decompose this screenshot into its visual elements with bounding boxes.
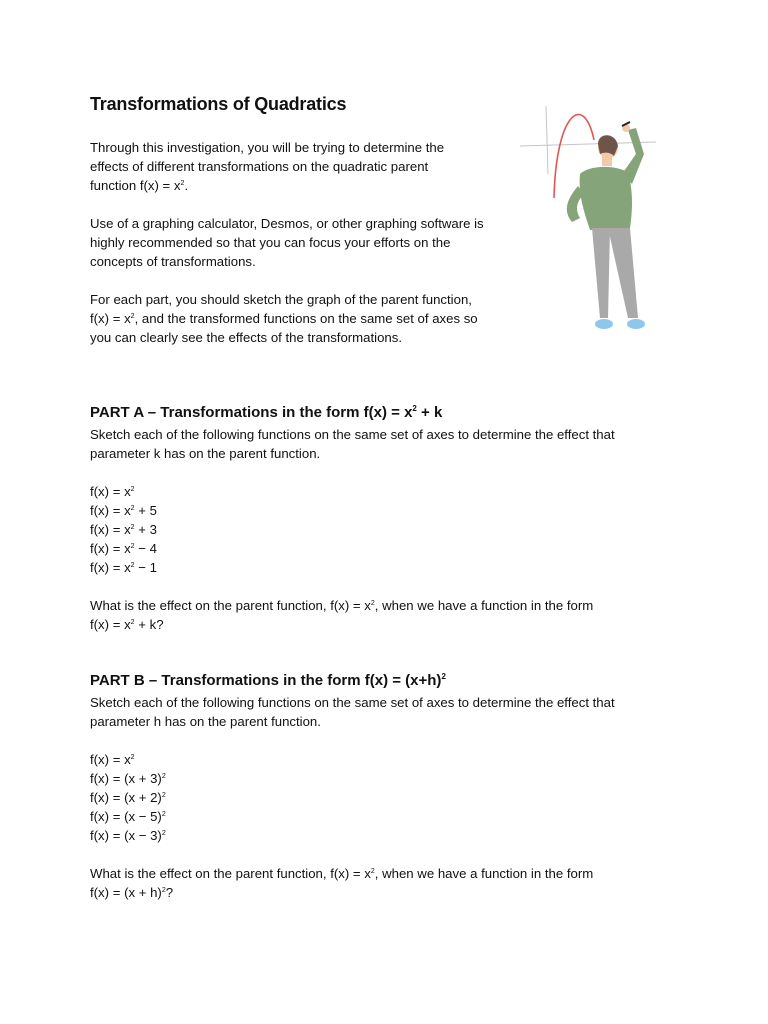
text-line-text: parameter k has on the parent function. [90, 446, 321, 461]
part-a-function-list [90, 482, 690, 577]
function-item [90, 769, 690, 788]
text-line [90, 290, 510, 309]
function-item [90, 482, 690, 501]
text-line [90, 864, 690, 883]
function-item-text: + 3 [134, 522, 157, 537]
part-a-heading [90, 403, 690, 423]
exponent: 2 [412, 404, 417, 413]
exponent: 2 [370, 600, 375, 607]
exponent: 2 [441, 672, 446, 681]
person-hair [598, 135, 618, 156]
part-a-heading-text: + k [416, 404, 443, 421]
text-line-text: For each part, you should sketch the graph of the parent function, [90, 292, 472, 307]
function-item-text: − 1 [134, 560, 157, 575]
intro-paragraph [90, 138, 510, 195]
text-line-text: , when we have a function in the form [374, 598, 594, 613]
text-line [90, 252, 510, 271]
exponent: 2 [180, 180, 185, 187]
function-item [90, 826, 690, 845]
text-line [90, 693, 690, 712]
person-right-shoe [627, 319, 645, 329]
text-line-text: f(x) = x [90, 617, 131, 632]
function-item [90, 750, 690, 769]
intro-paragraph [90, 214, 510, 271]
text-line [90, 309, 510, 328]
exponent: 2 [130, 505, 135, 512]
person-left-shoe [595, 319, 613, 329]
part-a-section [90, 403, 690, 634]
text-line-text: ? [165, 885, 174, 900]
text-line-text: f(x) = (x + h) [90, 885, 162, 900]
text-line-text: , when we have a function in the form [374, 866, 594, 881]
text-line-text: Through this investigation, you will be trying to determine the [90, 140, 445, 155]
function-item-text: f(x) = (x + 2) [90, 790, 162, 805]
function-item-text: f(x) = (x − 3) [90, 828, 162, 843]
part-a-heading-text: PART A – Transformations in the form f(x) = x [90, 404, 413, 421]
part-b-function-list [90, 750, 690, 845]
part-b-instructions [90, 693, 690, 731]
exponent: 2 [161, 887, 166, 894]
exponent: 2 [130, 543, 135, 550]
text-line [90, 328, 510, 347]
person-left-leg [592, 228, 610, 318]
text-line-text: you can clearly see the effects of the transformations. [90, 330, 403, 345]
part-b-heading-text: PART B – Transformations in the form f(x) = (x+h) [90, 672, 442, 689]
text-line-text: Sketch each of the following functions on the same set of axes to determine the effect that [90, 695, 615, 710]
text-line-text: function f(x) = x [90, 178, 181, 193]
text-line [90, 233, 510, 252]
function-item-text: f(x) = (x − 5) [90, 809, 162, 824]
exponent: 2 [161, 773, 166, 780]
text-line-text: highly recommended so that you can focus your efforts on the [90, 235, 451, 250]
text-line [90, 214, 510, 233]
text-line-text: effects of different transformations on the quadratic parent [90, 159, 429, 174]
text-line-text: What is the effect on the parent function, f(x) = x [90, 598, 371, 613]
function-item [90, 788, 690, 807]
exponent: 2 [161, 792, 166, 799]
text-line-text: Sketch each of the following functions on the same set of axes to determine the effect that [90, 427, 615, 442]
exponent: 2 [130, 754, 135, 761]
text-line-text: Use of a graphing calculator, Desmos, or other graphing software is [90, 216, 484, 231]
function-item-text: f(x) = x [90, 752, 131, 767]
text-line [90, 157, 510, 176]
text-line-text: , and the transformed functions on the same set of axes so [134, 311, 478, 326]
person-right-leg [608, 228, 638, 318]
function-item-text: f(x) = x [90, 541, 131, 556]
function-item [90, 807, 690, 826]
function-item [90, 539, 690, 558]
exponent: 2 [130, 524, 135, 531]
exponent: 2 [161, 830, 166, 837]
part-a-instructions [90, 425, 690, 463]
part-b-section [90, 671, 690, 902]
function-item-text: − 4 [134, 541, 157, 556]
text-line-text: + k? [134, 617, 164, 632]
text-line [90, 712, 690, 731]
text-line [90, 444, 690, 463]
function-item-text: f(x) = x [90, 560, 131, 575]
exponent: 2 [161, 811, 166, 818]
text-line [90, 615, 690, 634]
function-item-text: f(x) = x [90, 484, 131, 499]
text-line [90, 425, 690, 444]
text-line-text: f(x) = x [90, 311, 131, 326]
text-line [90, 138, 510, 157]
function-item-text: f(x) = x [90, 503, 131, 518]
function-item [90, 501, 690, 520]
part-b-heading [90, 671, 690, 691]
part-b-question [90, 864, 690, 902]
text-line [90, 596, 690, 615]
function-item-text: + 5 [134, 503, 157, 518]
function-item [90, 558, 690, 577]
person-torso [580, 167, 632, 230]
page-title: Transformations of Quadratics [90, 94, 347, 114]
graph-y-axis [546, 106, 548, 174]
exponent: 2 [130, 619, 135, 626]
person-right-arm [622, 128, 644, 184]
function-item-text: f(x) = (x + 3) [90, 771, 162, 786]
intro-paragraph [90, 290, 510, 347]
text-line [90, 883, 690, 902]
text-line-text: What is the effect on the parent function, f(x) = x [90, 866, 371, 881]
text-line-text: concepts of transformations. [90, 254, 256, 269]
exponent: 2 [130, 486, 135, 493]
text-line [90, 176, 510, 195]
text-line-text: . [184, 178, 189, 193]
person-drawing-parabola-icon [518, 102, 680, 354]
exponent: 2 [130, 313, 135, 320]
exponent: 2 [370, 868, 375, 875]
function-item [90, 520, 690, 539]
exponent: 2 [130, 562, 135, 569]
text-line-text: parameter h has on the parent function. [90, 714, 321, 729]
part-a-question [90, 596, 690, 634]
function-item-text: f(x) = x [90, 522, 131, 537]
intro-section [90, 138, 510, 366]
